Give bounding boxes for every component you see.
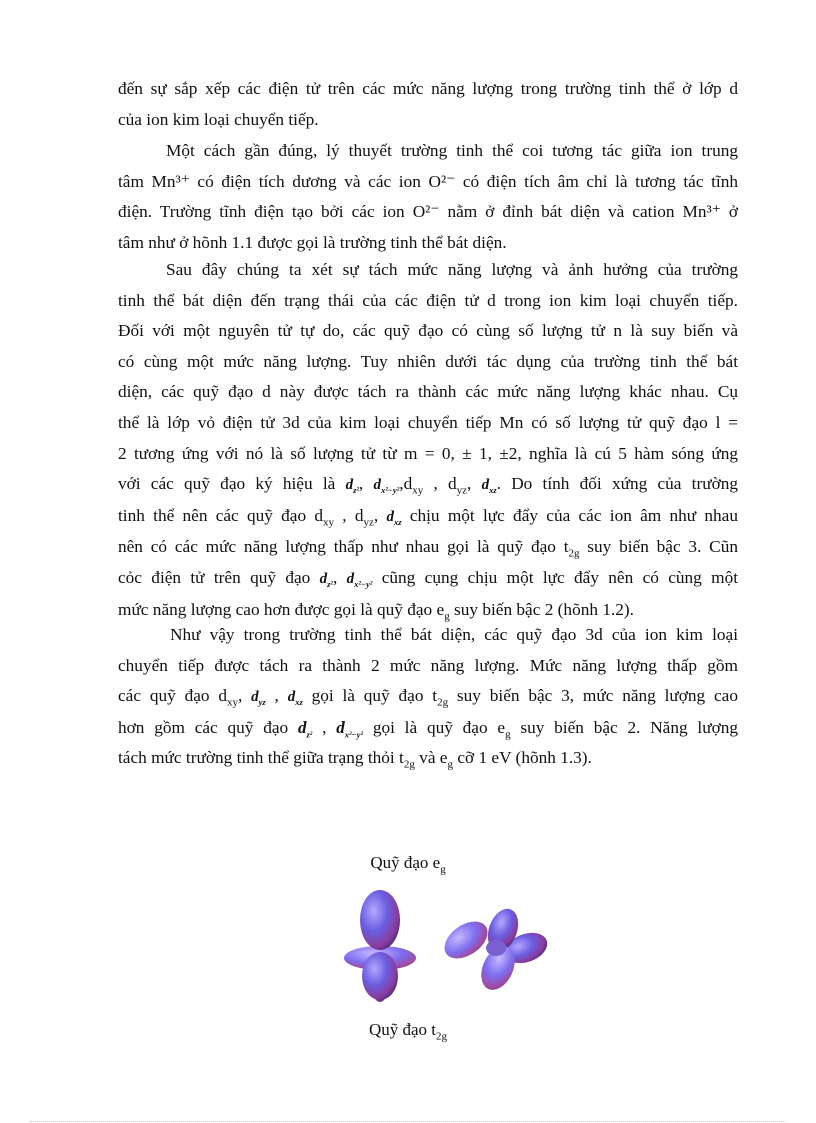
text-fragment: suy biến bậc 2. Năng lượng — [520, 717, 739, 737]
text-fragment: suy biến bậc 3. Cũn — [587, 537, 738, 557]
text-fragment: gọi là quỹ đạo t — [311, 686, 438, 706]
text-fragment: suy biến bậc 3, mức năng lượng cao — [456, 686, 738, 706]
text-line: của ion kim loại chuyển tiếp. — [118, 109, 319, 129]
orbital-symbol: $d_{z^2}$ — [345, 477, 359, 496]
orbital-symbol: $d_{xz}$ — [481, 477, 497, 496]
orbital-symbol: $d_{z^2}$ — [297, 717, 313, 740]
dz2-orbital — [344, 890, 416, 1002]
text-line: tách mức trường tinh thể giữa trạng thỏi $t_{2g}$ và $e_g$ cỡ 1 eV (hõnh 1.3). — [118, 748, 592, 771]
text-fragment: tách mức trường tinh thể giữa trạng thỏi t — [118, 748, 404, 768]
text-line: mức năng lượng cao hơn được gọi là quỹ đạo $e_g$ suy biến bậc 2 (hõnh 1.2). — [118, 599, 634, 622]
text-line: tâm như ở hõnh 1.1 được gọi là trường tinh thể bát diện. — [118, 232, 507, 252]
dx2y2-orbital — [438, 905, 550, 996]
text-line: điện. Trường tĩnh điện tạo bởi các ion O²⁻ nằm ở đỉnh bát diện và cation Mn³⁺ ở — [118, 202, 738, 222]
orbital-symbol: $d_{x^2-y^2}$ — [373, 477, 400, 496]
figure-caption-t2g: Quỹ đạo $t_{2g}$ — [368, 1020, 448, 1043]
text-line: 2 tương ứng với nó là số lượng tử từ m = 0, ± 1, ±2, nghĩa là cú 5 hàm sóng ứng — [118, 443, 738, 463]
text-fragment: cỏc điện tử trên quỹ đạo — [118, 567, 311, 587]
text-line: chuyển tiếp được tách ra thành 2 mức năng lượng. Mức năng lượng thấp gồm — [118, 655, 738, 675]
text-fragment: suy biến bậc 2 (hõnh 1.2). — [454, 599, 634, 619]
orbital-symbol: $d_{x^2-y^2}$ — [346, 570, 373, 589]
orbital-symbol: $d_{yz}$ — [251, 689, 266, 708]
text-line: thể là lớp vỏ điện tử 3d của kim loại chuyển tiếp Mn có số lượng tử quỹ đạo l = — [118, 412, 738, 432]
text-fragment: nên có các mức năng lượng thấp như nhau gọi là quỹ đạo t — [118, 537, 569, 557]
text-line: diện, các quỹ đạo d này được tách ra thành các mức năng lượng khác nhau. Cụ — [118, 382, 738, 402]
text-line: có cùng một mức năng lượng. Tuy nhiên dưới tác dụng của trường tinh thể bát — [118, 351, 738, 371]
figure-caption-eg: Quỹ đạo $e_g$ — [370, 853, 446, 876]
text-line-orbitals: với các quỹ đạo ký hiệu là $d_{z^2}$, $d_{x^2-y^2},d_{xy}$ , $d_{yz}$, $d_{xz}$. Do tính đối xứng của trường — [118, 474, 739, 497]
text-line: đến sự sắp xếp các điện tử trên các mức năng lượng trong trường tinh thể ở lớp d — [118, 79, 738, 98]
text-fragment: gọi là quỹ đạo e — [372, 717, 506, 737]
orbital-symbol: $d_{xz}$ — [386, 508, 402, 527]
orbital-symbol: $d_{z^2}$ — [319, 570, 333, 589]
text-fragment: mức năng lượng cao hơn được gọi là quỹ đạo e — [118, 599, 445, 619]
orbital-symbol: $d_{x^2-y^2}$ — [336, 717, 364, 740]
text-fragment: và e — [419, 748, 448, 768]
paragraph-1 — [118, 74, 738, 135]
orbital-figure — [338, 880, 550, 1005]
text-line: tâm Mn³⁺ có điện tích dương và các ion O²⁻ có điện tích âm chỉ là tương tác tĩnh — [118, 171, 738, 191]
text-fragment: hơn gồm các quỹ đạo — [118, 717, 289, 737]
orbital-symbol: $d_{xz}$ — [287, 689, 303, 708]
text-fragment: Do tính đối xứng của trường — [511, 474, 739, 494]
text-line-orbitals: tinh thể nên các quỹ đạo $d_{xy}$ , $d_{yz}$, $d_{xz}$ chịu một lực đẩy của các ion âm như nhau — [118, 505, 738, 529]
text-fragment: cũng cụng chịu một lực đẩy nên có cùng một — [381, 567, 739, 587]
text-fragment: cỡ 1 eV (hõnh 1.3). — [457, 748, 592, 768]
text-line: tinh thể bát diện đến trạng thái của các điện tử d trong ion kim loại chuyển tiếp. — [118, 290, 738, 310]
text-line-orbitals: cỏc điện tử trên quỹ đạo $d_{z^2}$, $d_{x^2-y^2}$ cũng cụng chịu một lực đẩy nên có cùng một — [118, 567, 739, 589]
paragraph-2 — [118, 136, 738, 258]
text-line: Đối với một nguyên tử tự do, các quỹ đạo có cùng số lượng tử n là suy biến và — [118, 321, 738, 341]
text-line: nên có các mức năng lượng thấp như nhau gọi là quỹ đạo $t_{2g}$ suy biến bậc 3. Cũn — [118, 537, 738, 560]
text-fragment: với các quỹ đạo ký hiệu là — [118, 474, 336, 494]
text-line: Sau đây chúng ta xét sự tách mức năng lượng và ảnh hưởng của trường — [166, 260, 738, 279]
page-bottom-divider — [30, 1121, 786, 1122]
text-fragment: tinh thể nên các quỹ đạo — [118, 505, 307, 525]
text-line-orbitals: hơn gồm các quỹ đạo $d_{z^2}$ , $d_{x^2-y^2}$ gọi là quỹ đạo $e_g$ suy biến bậc 2. Năng lượng — [118, 717, 739, 741]
text-line: Một cách gần đúng, lý thuyết trường tinh thể coi tương tác giữa ion trung — [166, 141, 738, 160]
text-fragment: chịu một lực đẩy của các ion âm như nhau — [409, 505, 738, 525]
paragraph-3 — [118, 255, 738, 625]
text-line-orbitals: các quỹ đạo $d_{xy}$, $d_{yz}$ , $d_{xz}$ gọi là quỹ đạo $t_{2g}$ suy biến bậc 3, mức năng lượng cao — [118, 686, 738, 709]
text-line: Như vậy trong trường tinh thể bát diện, các quỹ đạo 3d của ion kim loại — [170, 625, 738, 644]
text-fragment: các quỹ đạo d — [118, 686, 227, 706]
paragraph-4 — [118, 620, 738, 774]
